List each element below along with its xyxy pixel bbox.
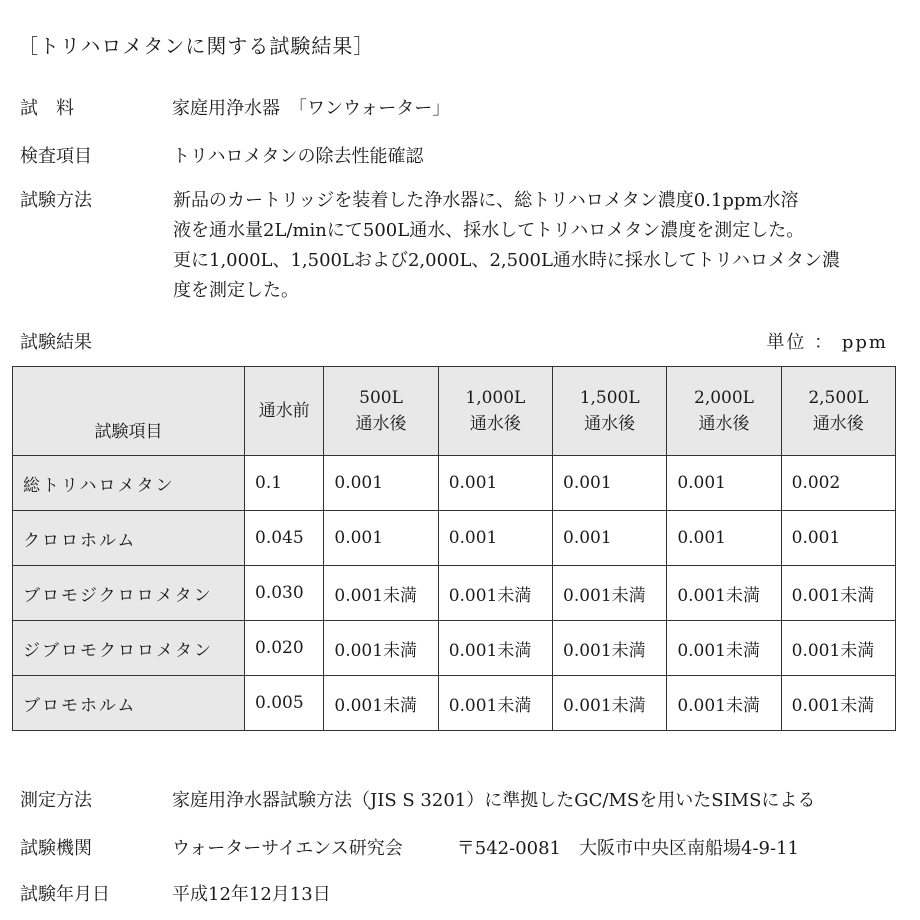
row-name: ジブロモクロロメタン bbox=[13, 621, 245, 676]
header-line: 通水後 bbox=[469, 414, 521, 434]
document-title: ［トリハロメタンに関する試験結果］ bbox=[18, 34, 375, 58]
measurement-row bbox=[20, 786, 815, 812]
results-table bbox=[12, 366, 896, 731]
table-cell: 0.001 bbox=[667, 511, 781, 566]
table-cell: 0.002 bbox=[781, 456, 895, 511]
header-line: 2,000L bbox=[694, 388, 754, 408]
header-item: 試験項目 bbox=[13, 367, 245, 456]
header-line: 500L bbox=[359, 388, 403, 408]
table-cell: 0.1 bbox=[245, 456, 324, 511]
table-header-row bbox=[13, 367, 896, 456]
header-line: 2,500L bbox=[808, 388, 869, 408]
measurement-label: 測定方法 bbox=[20, 790, 92, 811]
table-cell: 0.001未満 bbox=[553, 621, 667, 676]
sample-value: 家庭用浄水器 「ワンウォーター」 bbox=[172, 98, 451, 119]
inspection-value: トリハロメタンの除去性能確認 bbox=[172, 146, 424, 167]
table-cell: 0.005 bbox=[245, 676, 324, 731]
table-row bbox=[13, 566, 896, 621]
table-cell: 0.001未満 bbox=[667, 676, 781, 731]
sample-label: 試 料 bbox=[20, 98, 74, 119]
table-cell: 0.001未満 bbox=[438, 566, 552, 621]
results-label: 試験結果 bbox=[20, 332, 92, 353]
header-line: 通水後 bbox=[698, 414, 750, 434]
method-text bbox=[173, 186, 893, 306]
date-value: 平成12年12月13日 bbox=[172, 884, 331, 905]
header-line: 1,000L bbox=[465, 388, 526, 408]
method-row bbox=[20, 186, 172, 212]
table-cell: 0.001 bbox=[324, 511, 438, 566]
inspection-label: 検査項目 bbox=[20, 146, 92, 167]
method-line: 新品のカートリッジを装着した浄水器に、総トリハロメタン濃度0.1ppm水溶 bbox=[173, 190, 799, 211]
table-row bbox=[13, 456, 896, 511]
table-cell: 0.001 bbox=[553, 456, 667, 511]
table-cell: 0.001 bbox=[667, 456, 781, 511]
header-column bbox=[553, 367, 667, 456]
unit-label: 単位 ： ppm bbox=[766, 332, 888, 353]
header-column bbox=[781, 367, 895, 456]
table-cell: 0.001未満 bbox=[667, 621, 781, 676]
table-cell: 0.030 bbox=[245, 566, 324, 621]
table-cell: 0.001未満 bbox=[324, 676, 438, 731]
table-row bbox=[13, 621, 896, 676]
table-cell: 0.001未満 bbox=[781, 621, 895, 676]
row-name: ブロモホルム bbox=[13, 676, 245, 731]
table-cell: 0.001未満 bbox=[781, 676, 895, 731]
method-label: 試験方法 bbox=[20, 190, 92, 211]
date-label: 試験年月日 bbox=[20, 884, 110, 905]
measurement-value: 家庭用浄水器試験方法（JIS S 3201）に準拠したGC/MSを用いたSIMSによる bbox=[172, 790, 816, 811]
table-cell: 0.001未満 bbox=[553, 566, 667, 621]
table-cell: 0.001 bbox=[438, 511, 552, 566]
header-line: 通水後 bbox=[812, 414, 864, 434]
header-line: 通水前 bbox=[258, 401, 310, 421]
row-name: ブロモジクロロメタン bbox=[13, 566, 245, 621]
institution-label: 試験機関 bbox=[20, 838, 92, 859]
table-cell: 0.001未満 bbox=[438, 621, 552, 676]
table-cell: 0.045 bbox=[245, 511, 324, 566]
table-cell: 0.001 bbox=[438, 456, 552, 511]
header-column bbox=[245, 367, 324, 456]
institution-value: ウォーターサイエンス研究会 〒542-0081 大阪市中央区南船場4-9-11 bbox=[172, 838, 799, 859]
method-line: 液を通水量2L/minにて500L通水、採水してトリハロメタン濃度を測定した。 bbox=[173, 220, 805, 241]
table-cell: 0.001未満 bbox=[553, 676, 667, 731]
table-cell: 0.001未満 bbox=[438, 676, 552, 731]
table-cell: 0.020 bbox=[245, 621, 324, 676]
table-cell: 0.001未満 bbox=[667, 566, 781, 621]
method-line: 更に1,000L、1,500Lおよび2,000L、2,500L通水時に採水してトリハロメタン濃 bbox=[173, 250, 841, 271]
table-cell: 0.001 bbox=[781, 511, 895, 566]
header-line: 1,500L bbox=[579, 388, 640, 408]
row-name: クロロホルム bbox=[13, 511, 245, 566]
header-line: 通水後 bbox=[355, 414, 407, 434]
table-cell: 0.001未満 bbox=[324, 566, 438, 621]
date-row bbox=[20, 880, 331, 906]
inspection-row bbox=[20, 142, 423, 168]
header-column bbox=[324, 367, 438, 456]
table-cell: 0.001 bbox=[553, 511, 667, 566]
table-cell: 0.001未満 bbox=[324, 621, 438, 676]
sample-row bbox=[20, 94, 450, 120]
table-row bbox=[13, 511, 896, 566]
header-column bbox=[438, 367, 552, 456]
header-column bbox=[667, 367, 781, 456]
row-name: 総トリハロメタン bbox=[13, 456, 245, 511]
institution-row bbox=[20, 834, 799, 860]
header-line: 通水後 bbox=[584, 414, 636, 434]
method-line: 度を測定した。 bbox=[173, 280, 299, 301]
table-cell: 0.001 bbox=[324, 456, 438, 511]
table-row bbox=[13, 676, 896, 731]
table-cell: 0.001未満 bbox=[781, 566, 895, 621]
